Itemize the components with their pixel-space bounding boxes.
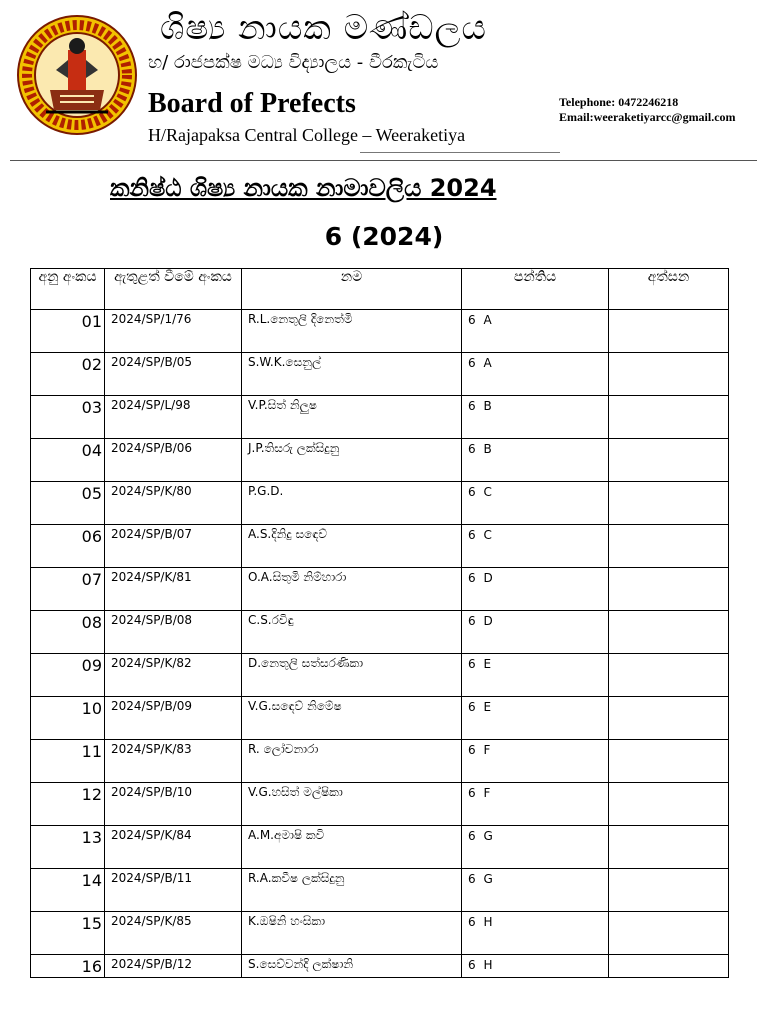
header-subtitle-sinhala: හ/ රාජපක්ෂ මධ්‍ය විද්‍යාලය - වීරකැටිය (148, 52, 439, 73)
student-name: R.L.නෙතුලි දිනෙත්මි (242, 310, 462, 353)
admission-number: 2024/SP/K/85 (105, 912, 242, 955)
table-row (31, 353, 729, 396)
signature-cell (609, 912, 729, 955)
column-header: අනු අංකය (31, 269, 105, 310)
signature-cell (609, 955, 729, 978)
row-number: 03 (31, 396, 105, 439)
row-number: 09 (31, 654, 105, 697)
class-cell: 6 H (462, 955, 609, 978)
row-number: 08 (31, 611, 105, 654)
class-cell: 6 D (462, 568, 609, 611)
row-number: 06 (31, 525, 105, 568)
class-cell: 6 E (462, 654, 609, 697)
admission-number: 2024/SP/L/98 (105, 396, 242, 439)
table-row (31, 310, 729, 353)
table-row (31, 740, 729, 783)
signature-cell (609, 310, 729, 353)
column-header: නම (242, 269, 462, 310)
student-name: S.සෙව්වන්දි ලක්ෂානි (242, 955, 462, 978)
row-number: 16 (31, 955, 105, 978)
column-header: ඇතුළත් වීමේ අංකය (105, 269, 242, 310)
table-row (31, 826, 729, 869)
column-header: පන්තිය (462, 269, 609, 310)
class-cell: 6 G (462, 869, 609, 912)
class-cell: 6 E (462, 697, 609, 740)
student-name: J.P.තිසරු ලක්සිදුනු (242, 439, 462, 482)
student-name: D.නෙතුලි සත්සරණිකා (242, 654, 462, 697)
student-name: R.A.කවීෂ ලක්සිදුනු (242, 869, 462, 912)
table-row (31, 611, 729, 654)
table-row (31, 955, 729, 978)
row-number: 10 (31, 697, 105, 740)
admission-number: 2024/SP/K/82 (105, 654, 242, 697)
student-name: K.ඔෂිනි හංසිකා (242, 912, 462, 955)
admission-number: 2024/SP/B/08 (105, 611, 242, 654)
admission-number: 2024/SP/K/80 (105, 482, 242, 525)
student-name: V.G.සඳෙව් නිමේෂ (242, 697, 462, 740)
admission-number: 2024/SP/K/84 (105, 826, 242, 869)
student-name: V.G.හසිත් මල්ෂිකා (242, 783, 462, 826)
telephone: Telephone: 0472246218 (559, 95, 679, 109)
table-row (31, 869, 729, 912)
table-row (31, 482, 729, 525)
student-name: C.S.රවිඳු (242, 611, 462, 654)
admission-number: 2024/SP/B/12 (105, 955, 242, 978)
table-header-row (31, 269, 729, 310)
admission-number: 2024/SP/B/06 (105, 439, 242, 482)
row-number: 15 (31, 912, 105, 955)
prefect-table (30, 268, 729, 978)
signature-cell (609, 654, 729, 697)
header-divider-short (360, 152, 560, 153)
row-number: 04 (31, 439, 105, 482)
admission-number: 2024/SP/B/07 (105, 525, 242, 568)
row-number: 11 (31, 740, 105, 783)
student-name: V.P.සිත් නිලුෂ (242, 396, 462, 439)
admission-number: 2024/SP/B/05 (105, 353, 242, 396)
class-cell: 6 C (462, 482, 609, 525)
signature-cell (609, 568, 729, 611)
contact-block (559, 95, 736, 125)
row-number: 13 (31, 826, 105, 869)
signature-cell (609, 869, 729, 912)
student-name: R. ලෝචනාරා (242, 740, 462, 783)
table-row (31, 654, 729, 697)
signature-cell (609, 482, 729, 525)
signature-cell (609, 396, 729, 439)
table-row (31, 697, 729, 740)
class-cell: 6 A (462, 310, 609, 353)
class-cell: 6 F (462, 783, 609, 826)
class-cell: 6 B (462, 439, 609, 482)
class-cell: 6 F (462, 740, 609, 783)
signature-cell (609, 353, 729, 396)
class-cell: 6 C (462, 525, 609, 568)
table-row (31, 568, 729, 611)
signature-cell (609, 740, 729, 783)
class-cell: 6 H (462, 912, 609, 955)
header-title-sinhala: ශිෂ්‍ය නායක මණ්ඩලය (160, 8, 487, 48)
board-title: Board of Prefects (148, 88, 356, 119)
row-number: 02 (31, 353, 105, 396)
signature-cell (609, 826, 729, 869)
student-name: A.S.දිනිදු සඳෙව් (242, 525, 462, 568)
header-divider (10, 160, 757, 161)
column-header: අත්සන (609, 269, 729, 310)
table-row (31, 396, 729, 439)
row-number: 12 (31, 783, 105, 826)
table-row (31, 783, 729, 826)
student-name: A.M.අමාෂි කවි (242, 826, 462, 869)
admission-number: 2024/SP/B/10 (105, 783, 242, 826)
admission-number: 2024/SP/B/11 (105, 869, 242, 912)
signature-cell (609, 525, 729, 568)
row-number: 05 (31, 482, 105, 525)
signature-cell (609, 439, 729, 482)
signature-cell (609, 611, 729, 654)
table-row (31, 525, 729, 568)
table-row (31, 912, 729, 955)
class-cell: 6 B (462, 396, 609, 439)
admission-number: 2024/SP/K/83 (105, 740, 242, 783)
college-crest-logo (16, 12, 138, 138)
admission-number: 2024/SP/1/76 (105, 310, 242, 353)
student-name: O.A.සිතුමි නිම්හාරා (242, 568, 462, 611)
admission-number: 2024/SP/B/09 (105, 697, 242, 740)
signature-cell (609, 697, 729, 740)
row-number: 07 (31, 568, 105, 611)
class-cell: 6 D (462, 611, 609, 654)
student-name: P.G.D. (242, 482, 462, 525)
table-row (31, 439, 729, 482)
college-name: H/Rajapaksa Central College – Weeraketiya (148, 125, 466, 145)
student-name: S.W.K.සෙනුල් (242, 353, 462, 396)
row-number: 01 (31, 310, 105, 353)
admission-number: 2024/SP/K/81 (105, 568, 242, 611)
document-heading: කනිෂ්ඨ ශිෂ්‍ය නායක නාමාවලිය 2024 (110, 174, 497, 202)
email: Email:weeraketiyarcc@gmail.com (559, 110, 736, 124)
row-number: 14 (31, 869, 105, 912)
class-cell: 6 G (462, 826, 609, 869)
class-cell: 6 A (462, 353, 609, 396)
document-subheading: 6 (2024) (324, 222, 444, 251)
signature-cell (609, 783, 729, 826)
